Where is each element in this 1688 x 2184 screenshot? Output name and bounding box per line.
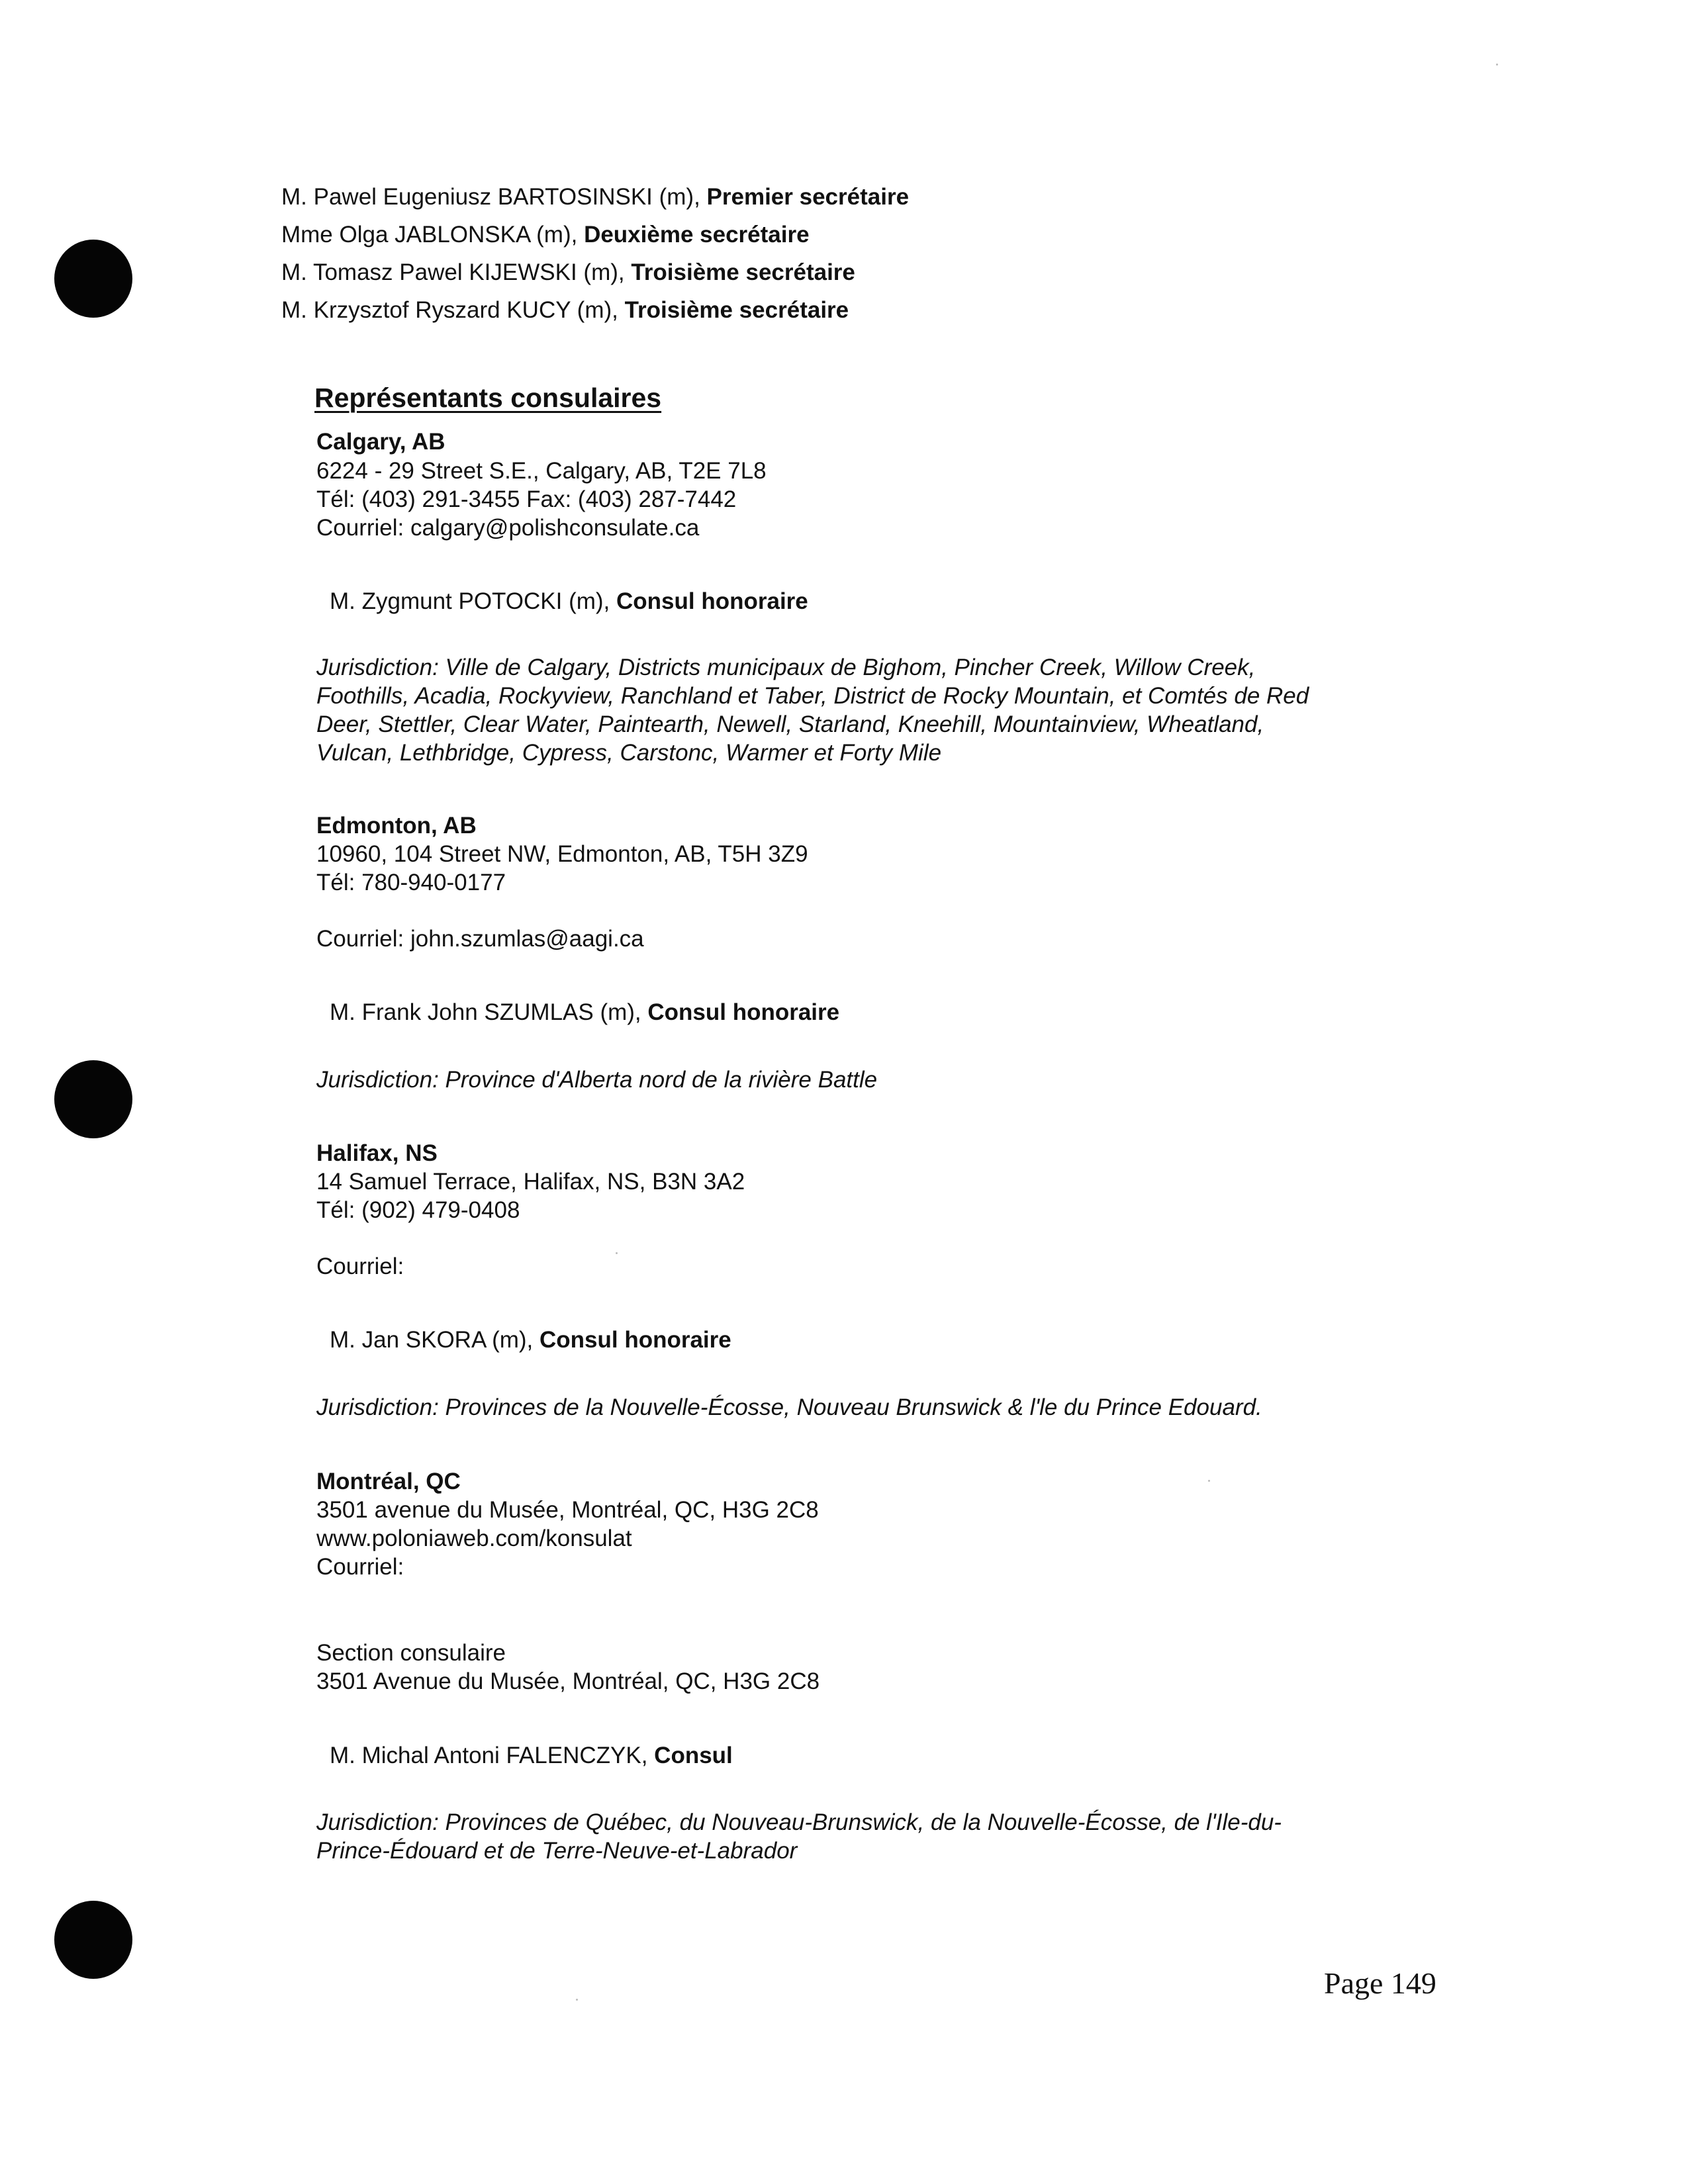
staff-title: Troisième secrétaire	[624, 297, 849, 323]
halifax-email: Courriel:	[316, 1253, 404, 1279]
staff-name: M. Krzysztof Ryszard KUCY (m),	[281, 297, 625, 323]
calgary-consul	[330, 588, 808, 615]
calgary-city: Calgary, AB	[316, 429, 445, 455]
consul-title: Consul	[654, 1743, 733, 1768]
montreal-section: Section consulaire	[316, 1640, 506, 1666]
punch-hole-middle	[54, 1060, 132, 1138]
montreal-city: Montréal, QC	[316, 1469, 461, 1494]
staff-name: Mme Olga JABLONSKA (m),	[281, 222, 585, 248]
punch-hole-top	[54, 240, 132, 318]
staff-name: M. Tomasz Pawel KIJEWSKI (m),	[281, 259, 632, 285]
halifax-consul	[330, 1326, 731, 1354]
halifax-city: Halifax, NS	[316, 1140, 438, 1166]
staff-entry	[281, 221, 810, 249]
consul-title: Consul honoraire	[647, 999, 840, 1025]
montreal-section-address: 3501 Avenue du Musée, Montréal, QC, H3G 2C8	[316, 1668, 820, 1694]
staff-title: Deuxième secrétaire	[584, 222, 810, 248]
edmonton-jurisdiction: Jurisdiction: Province d'Alberta nord de la rivière Battle	[316, 1067, 878, 1093]
halifax-address: 14 Samuel Terrace, Halifax, NS, B3N 3A2	[316, 1169, 745, 1195]
edmonton-city: Edmonton, AB	[316, 813, 477, 839]
calgary-jurisdiction-line: Deer, Stettler, Clear Water, Paintearth, Newell, Starland, Kneehill, Mountainview, Wheatland,	[316, 711, 1264, 737]
halifax-phone: Tél: (902) 479-0408	[316, 1197, 520, 1223]
punch-hole-bottom	[54, 1901, 132, 1979]
calgary-jurisdiction-line: Vulcan, Lethbridge, Cypress, Carstonc, Warmer et Forty Mile	[316, 740, 942, 766]
montreal-consul	[330, 1742, 733, 1770]
montreal-jurisdiction-line: Jurisdiction: Provinces de Québec, du Nouveau-Brunswick, de la Nouvelle-Écosse, de l'Ile-du-	[316, 1809, 1282, 1835]
montreal-web: www.poloniaweb.com/konsulat	[316, 1525, 632, 1551]
consul-title: Consul honoraire	[616, 588, 808, 614]
edmonton-phone: Tél: 780-940-0177	[316, 870, 506, 895]
consul-name: M. Jan SKORA (m),	[330, 1327, 539, 1353]
page-number: Page 149	[1324, 1966, 1436, 2000]
edmonton-address: 10960, 104 Street NW, Edmonton, AB, T5H 3Z9	[316, 841, 808, 867]
calgary-address: 6224 - 29 Street S.E., Calgary, AB, T2E 7L8	[316, 458, 767, 484]
calgary-jurisdiction-line: Jurisdiction: Ville de Calgary, Districts municipaux de Bighom, Pincher Creek, Willow Creek,	[316, 655, 1256, 680]
montreal-jurisdiction-line: Prince-Édouard et de Terre-Neuve-et-Labrador	[316, 1838, 798, 1864]
staff-title: Premier secrétaire	[706, 184, 910, 210]
edmonton-email: Courriel: john.szumlas@aagi.ca	[316, 926, 644, 952]
consul-name: M. Frank John SZUMLAS (m),	[330, 999, 648, 1025]
halifax-jurisdiction: Jurisdiction: Provinces de la Nouvelle-Écosse, Nouveau Brunswick & l'le du Prince Edouard.	[316, 1394, 1262, 1420]
staff-entry	[281, 259, 855, 287]
staff-title: Troisième secrétaire	[631, 259, 855, 285]
montreal-address: 3501 avenue du Musée, Montréal, QC, H3G 2C8	[316, 1497, 819, 1523]
edmonton-consul	[330, 999, 839, 1026]
scan-speck	[1208, 1480, 1210, 1482]
section-heading: Représentants consulaires	[314, 383, 662, 413]
scan-speck	[616, 1252, 618, 1254]
consul-title: Consul honoraire	[539, 1327, 731, 1353]
consul-name: M. Michal Antoni FALENCZYK,	[330, 1743, 655, 1768]
staff-entry	[281, 296, 849, 324]
scan-speck	[1496, 64, 1498, 66]
consul-name: M. Zygmunt POTOCKI (m),	[330, 588, 617, 614]
calgary-phone: Tél: (403) 291-3455 Fax: (403) 287-7442	[316, 486, 737, 512]
staff-name: M. Pawel Eugeniusz BARTOSINSKI (m),	[281, 184, 707, 210]
calgary-jurisdiction-line: Foothills, Acadia, Rockyview, Ranchland et Taber, District de Rocky Mountain, et Comtés de Red	[316, 683, 1309, 709]
calgary-email: Courriel: calgary@polishconsulate.ca	[316, 515, 700, 541]
scan-speck	[576, 1999, 578, 2001]
montreal-email: Courriel:	[316, 1554, 404, 1580]
staff-entry	[281, 183, 909, 211]
